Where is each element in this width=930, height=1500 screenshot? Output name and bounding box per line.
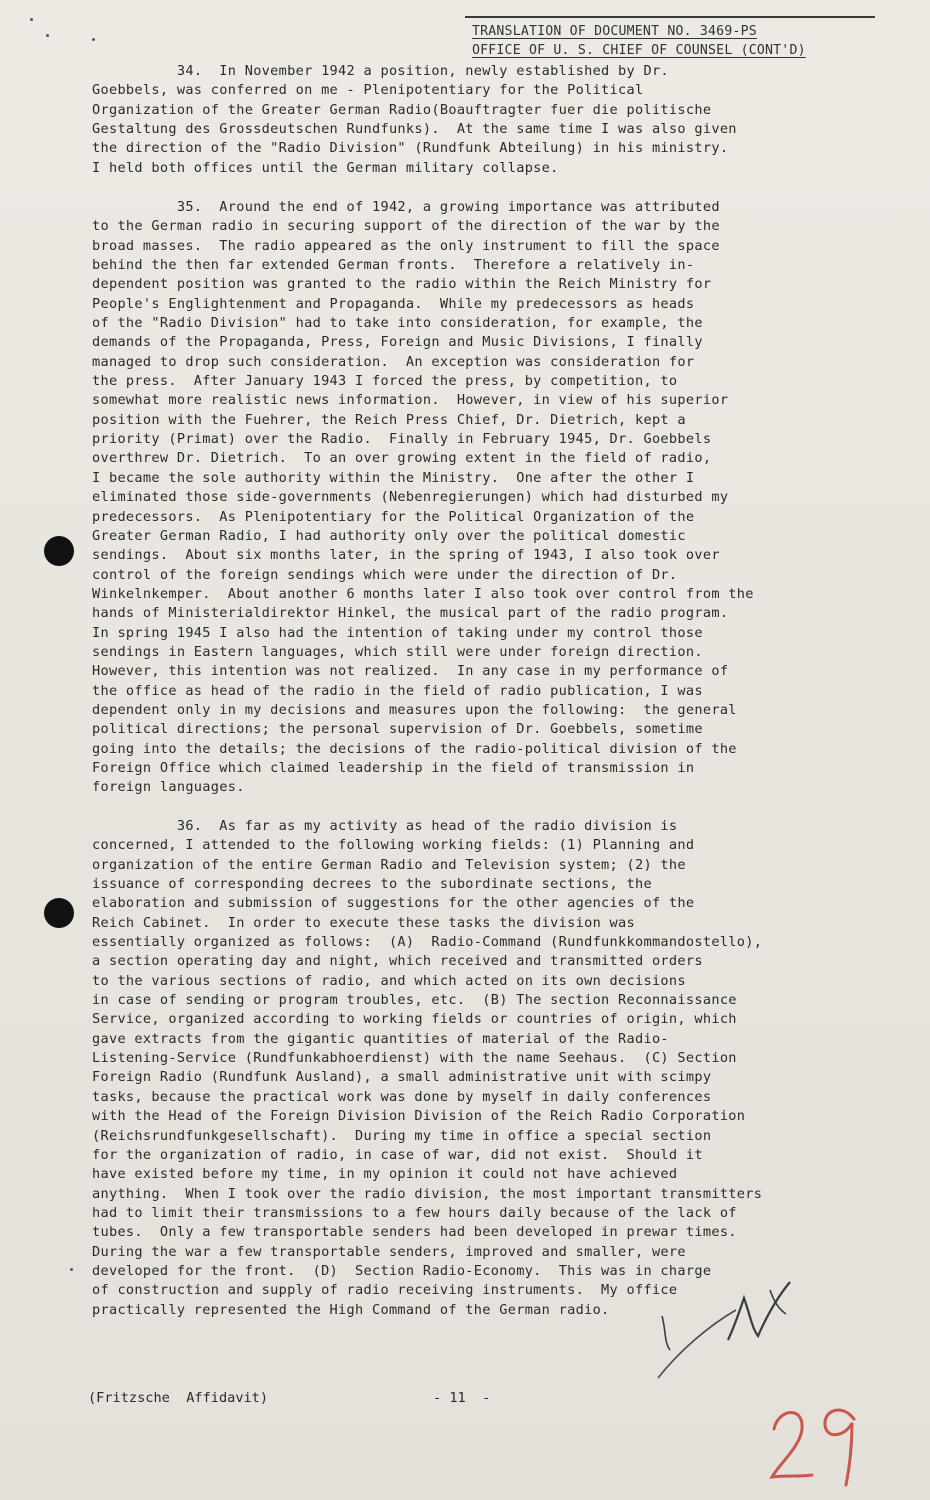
punch-hole (44, 536, 74, 566)
document-header (472, 22, 872, 60)
paragraph-34: 34. In November 1942 a position, newly established by Dr. Goebbels, was conferred on me - Plenipotentiary for the Political Organization of the Greater German Radio(Boauftragter fuer die politische Gestaltung des Grossdeutschen Rundfunks). At the same time I was also given the direction of the "Radio Division" (Rundfunk Abteilung) in his ministry. I held both offices until the German military collapse. (92, 63, 737, 176)
speck (92, 38, 95, 41)
header-rule (465, 16, 875, 18)
header-title: TRANSLATION OF DOCUMENT NO. 3469-PS (472, 24, 757, 39)
speck (30, 18, 33, 21)
speck (70, 1268, 73, 1271)
handwritten-page-number (760, 1395, 870, 1490)
handwritten-initials (640, 1270, 800, 1390)
punch-hole (44, 898, 74, 928)
footer-affidavit: (Fritzsche Affidavit) (88, 1390, 269, 1406)
header-office: OFFICE OF U. S. CHIEF OF COUNSEL (CONT'D) (472, 43, 806, 58)
paragraph-35: 35. Around the end of 1942, a growing importance was attributed to the German radio in securing support of the direction of the war by the broad masses. The radio appeared as the only instrument to fill the space behind the then far extended German fronts. Therefore a relatively in- dependent position was granted to the radio within the Reich Ministry for People's Englightenment and Propaganda. While my predecessors as heads of the "Radio Division" had to take into consideration, for example, the demands of the Propaganda, Press, Foreign and Music Divisions, I finally managed to drop such consideration. An exception was consideration for the press. After January 1943 I forced the press, by competition, to somewhat more realistic news information. However, in view of his superior position with the Fuehrer, the Reich Press Chief, Dr. Dietrich, kept a priority (Primat) over the Radio. Finally in February 1945, Dr. Goebbels overthrew Dr. Dietrich. To an over growing extent in the field of radio, I became the sole authority within the Ministry. One after the other I eliminated those side-governments (Nebenregierungen) which had disturbed my predecessors. As Plenipotentiary for the Political Organization of the Greater German Radio, I had authority only over the political domestic sendings. About six months later, in the spring of 1943, I also took over control of the foreign sendings which were under the direction of Dr. Winkelnkemper. About another 6 months later I also took over control from the hands of Ministerialdirektor Hinkel, the musical part of the radio program. In spring 1945 I also had the intention of taking under my control those sendings in Eastern languages, which still were under foreign direction. However, this intention was not realized. In any case in my performance of the office as head of the radio in the field of radio publication, I was dependent only in my decisions and measures upon the following: the general political directions; the personal supervision of Dr. Goebbels, sometime going into the details; the decisions of the radio-political division of the Foreign Office which claimed leadership in the field of transmission in foreign languages. (92, 199, 754, 796)
speck (46, 34, 49, 37)
footer-page-number: - 11 - (433, 1390, 491, 1406)
paragraph-36: 36. As far as my activity as head of the radio division is concerned, I attended to the following working fields: (1) Planning and organization of the entire German Radio and Television system; (2) the issuance of corresponding decrees to the subordinate sections, the elaboration and submission of suggestions for the other agencies of the Reich Cabinet. In order to execute these tasks the division was essentially organized as follows: (A) Radio-Command (Rundfunkkommandostello), a section operating day and night, which received and transmitted orders to the various sections of radio, and which acted on its own decisions in case of sending or program troubles, etc. (B) The section Reconnaissance Service, organized according to working fields or countries of origin, which gave extracts from the gigantic quantities of material of the Radio- Listening-Service (Rundfunkabhoerdienst) with the name Seehaus. (C) Section Foreign Radio (Rundfunk Ausland), a small administrative unit with scimpy tasks, because the practical work was done by myself in daily conferences with the Head of the Foreign Division Division of the Reich Radio Corporation (Reichsrundfunkgesellschaft). During my time in office a special section for the organization of radio, in case of war, did not exist. Should it have existed before my time, in my opinion it could not have achieved anything. When I took over the radio division, the most important transmitters had to limit their transmissions to a few hours daily because of the lack of tubes. Only a few transportable senders had been developed in prewar times. During the war a few transportable senders, improved and smaller, were developed for the front. (D) Section Radio-Economy. This was in charge of construction and supply of radio receiving instruments. My office practically represented the High Command of the German radio. (92, 818, 763, 1318)
